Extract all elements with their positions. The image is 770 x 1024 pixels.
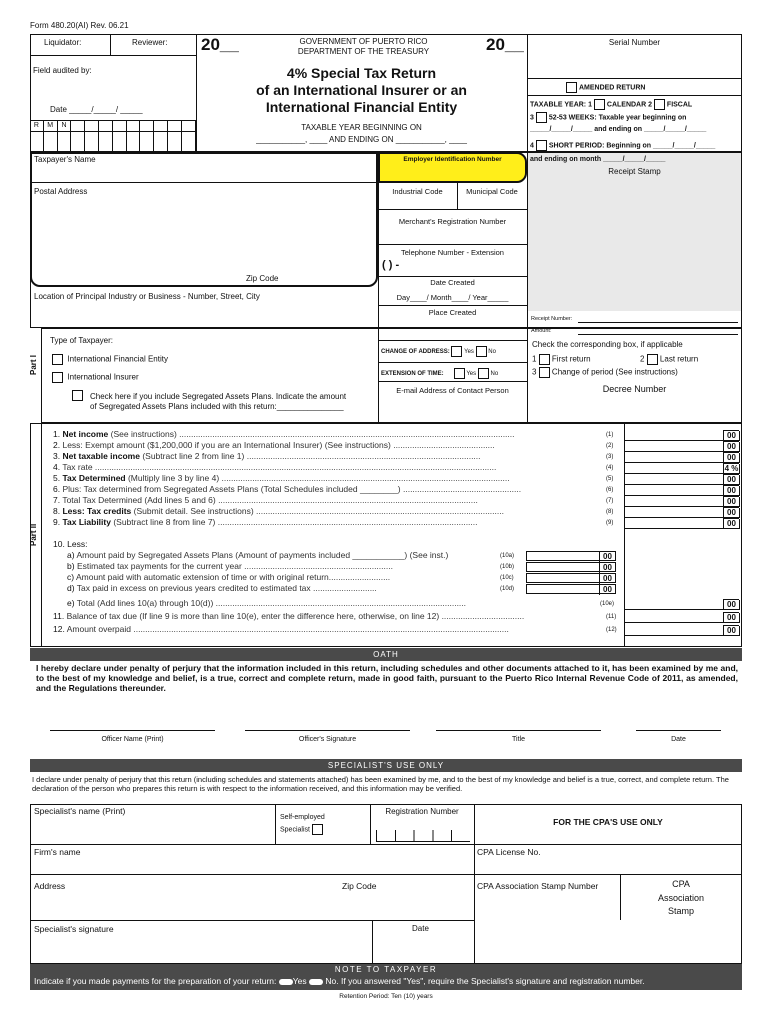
part2-line (53, 474, 603, 483)
line-ref: (10a) (500, 553, 515, 559)
note-title: NOTE TO TAXPAYER (334, 965, 438, 974)
cents-field: 00 (723, 612, 739, 623)
line-number: 1. (53, 430, 61, 439)
amended-checkbox[interactable] (566, 82, 577, 93)
cents-field: 00 (723, 496, 739, 507)
note-text: Indicate if you made payments for the preparation of your return: Yes No. If you answered "Yes", require the Specialist's signature and registration number. (34, 976, 645, 986)
cents-field: 00 (723, 625, 739, 636)
type-of-taxpayer: Type of Taxpayer: (50, 336, 113, 345)
rmn-cell[interactable]: R (30, 120, 44, 152)
weeks-dates[interactable]: _____/_____/_____ and ending on _____/_____/_____ (530, 126, 707, 133)
cents-field: 00 (723, 430, 739, 441)
line-label: Balance of tax due (If line 9 is more than line 10(e), enter the difference here, otherwise, on line 12) ................................... (66, 612, 525, 621)
line-number: 3. (53, 452, 61, 461)
cents-field: 00 (723, 474, 739, 485)
part2-label: Part II (29, 523, 38, 546)
weeks-checkbox[interactable] (536, 112, 547, 123)
line-number: 4. (53, 463, 61, 472)
officer-name-label[interactable]: Officer Name (Print) (101, 736, 164, 743)
amount-field[interactable] (624, 519, 740, 529)
part2-line (67, 562, 603, 571)
cpa-license-label[interactable]: CPA License No. (477, 847, 541, 857)
line-number: 7. (53, 496, 61, 505)
registration-number-label: Registration Number (385, 807, 459, 816)
rmn-cell[interactable] (127, 120, 141, 152)
line-ref: (9) (606, 520, 614, 526)
line-bold-label: Tax Determined (62, 474, 126, 483)
zip-code-label: Zip Code (246, 274, 279, 283)
rmn-cell[interactable] (168, 120, 182, 152)
taxpayer-name-label: Taxpayer's Name (34, 155, 96, 164)
line-number: d) (67, 584, 75, 593)
first-return-option[interactable]: 1 First return (532, 354, 591, 364)
line-label: (Subtract line 2 from line 1) ................................................................................................... (139, 452, 481, 461)
amount-field[interactable] (526, 551, 616, 561)
receipt-stamp-label: Receipt Stamp (608, 167, 661, 176)
rmn-cell[interactable]: M (44, 120, 58, 152)
field-audited-label: Field audited by: (33, 66, 92, 75)
change-period-checkbox[interactable] (539, 367, 550, 378)
line-label: Plus: Tax determined from Segregated Assets Plans (Total Schedules included ________) .................................................. (62, 485, 522, 494)
change-address-row: CHANGE OF ADDRESS: Yes No (381, 346, 496, 357)
part1-label: Part I (29, 354, 38, 375)
cents-field: 00 (723, 485, 739, 496)
municipal-code-label: Municipal Code (466, 187, 518, 196)
line-label: Less: Exempt amount ($1,200,000 if you are an International Insurer) (See instructions) ........................................... (62, 441, 495, 450)
line-ref: (10c) (500, 575, 514, 581)
specialist-band: SPECIALIST'S USE ONLY (30, 759, 742, 772)
line-number: 12. (53, 625, 65, 634)
insurer-option[interactable]: International Insurer (52, 372, 139, 383)
specialist-address-label[interactable]: Address (34, 881, 66, 891)
rmn-cell[interactable] (154, 120, 168, 152)
line-label: (See instructions) .............................................................................................................................................. (108, 430, 515, 439)
gov-line2: DEPARTMENT OF THE TREASURY (297, 47, 430, 56)
cpa-use-only: FOR THE CPA'S USE ONLY (553, 817, 663, 827)
cpa-association-label[interactable]: CPA Association Stamp Number (477, 881, 599, 891)
part2-line (67, 584, 603, 593)
part2-line (67, 551, 603, 560)
rmn-cell[interactable] (182, 120, 196, 152)
location-label[interactable]: Location of Principal Industry or Business - Number, Street, City (34, 292, 260, 301)
line-label: (Subtract line 8 from line 7) .............................................................................................................. (110, 518, 478, 527)
rmn-grid (30, 120, 196, 152)
form-title-2: of an International Insurer or an (256, 82, 467, 98)
cents-field: 00 (599, 562, 615, 573)
fiscal-checkbox[interactable] (654, 99, 665, 110)
self-employed-specialist[interactable]: Specialist (280, 824, 323, 835)
line-label: Tax paid in excess on previous years credited to estimated tax ........................... (76, 584, 377, 593)
specialist-signature-label[interactable]: Specialist's signature (34, 924, 114, 934)
line-label: Amount paid by Segregated Assets Plans (Amount of payments included ___________) (See inst.) (76, 551, 449, 560)
cpa-stamp-1: CPA (672, 879, 690, 889)
segregated-text: Check here if you include Segregated Assets Plans. Indicate the amount (90, 392, 347, 401)
reviewer-label: Reviewer: (132, 38, 168, 47)
short-period-option: 4 SHORT PERIOD: Beginning on _____/_____/_____ (530, 140, 715, 151)
self-employed-checkbox[interactable] (312, 824, 323, 835)
cents-field: 00 (599, 584, 615, 595)
last-return-option[interactable]: 2 Last return (640, 354, 699, 364)
industrial-code-label: Industrial Code (392, 187, 443, 196)
line-number: 5. (53, 474, 61, 483)
line-ref: (7) (606, 498, 614, 504)
form-id: Form 480.20(AI) Rev. 06.21 (30, 21, 129, 30)
taxable-year-begin: TAXABLE YEAR BEGINNING ON (301, 123, 422, 132)
note-yes-option[interactable] (279, 979, 293, 985)
part2-line (53, 485, 603, 494)
part2-line (53, 625, 603, 634)
line-bold-label: Less: Tax credits (62, 507, 132, 516)
part2-line (53, 430, 603, 439)
date-created-label: Date Created (430, 278, 475, 287)
extension-row: EXTENSION OF TIME: Yes No (381, 368, 498, 379)
amount-field[interactable] (624, 600, 740, 610)
amount-field[interactable] (624, 626, 740, 636)
line-ref: (10e) (600, 601, 615, 607)
taxable-year-options: TAXABLE YEAR: 1 CALENDAR 2 FISCAL (530, 99, 692, 110)
receipt-number-label: Receipt Number: (531, 316, 573, 322)
change-address-no[interactable] (476, 346, 487, 357)
line-number: e) (67, 599, 75, 608)
self-employed-label: Self-employed (280, 814, 325, 821)
amount-field[interactable] (526, 584, 616, 594)
line-number: b) (67, 562, 75, 571)
part1-tab (30, 328, 42, 423)
line-ref: (1) (606, 432, 614, 438)
officer-title-label[interactable]: Title (512, 736, 525, 743)
amount-field[interactable] (624, 431, 740, 441)
specialist-date-label[interactable]: Date (412, 924, 429, 933)
line-ref: (4) (606, 465, 614, 471)
check-corresponding: Check the corresponding box, if applicable (532, 340, 683, 349)
amount-field[interactable] (624, 464, 740, 474)
segregated-checkbox[interactable] (72, 390, 83, 401)
weeks-option: 3 52-53 WEEKS: Taxable year beginning on (530, 112, 686, 123)
amount-field[interactable] (624, 497, 740, 507)
officer-date-label[interactable]: Date (671, 736, 686, 743)
firm-name-label[interactable]: Firm's name (34, 847, 81, 857)
amount-field[interactable] (624, 442, 740, 452)
cents-field: 00 (723, 507, 739, 518)
registration-number-boxes[interactable] (376, 830, 470, 842)
line-number: a) (67, 551, 75, 560)
telephone-label: Telephone Number - Extension (401, 248, 504, 257)
merchant-registration-label: Merchant's Registration Number (398, 217, 507, 226)
change-period-option[interactable]: 3 Change of period (See instructions) (532, 367, 678, 377)
line-ref: (3) (606, 454, 614, 460)
line-label: Amount overpaid ............................................................................................................................................................... (66, 625, 509, 634)
calendar-checkbox[interactable] (594, 99, 605, 110)
specialist-zip-label: Zip Code (342, 881, 377, 891)
line-number: 6. (53, 485, 61, 494)
amount-field[interactable] (526, 562, 616, 572)
part2-line (53, 496, 603, 505)
cents-field: 00 (599, 573, 615, 584)
rmn-cell[interactable] (71, 120, 85, 152)
line-label: (Multiply line 3 by line 4) .......................................................................................................................... (125, 474, 510, 483)
line-label: Tax rate .......................................................................................................................................................................... (62, 463, 497, 472)
part2-line (53, 507, 603, 516)
line-bold-label: Tax Liability (62, 518, 111, 527)
line-number: 2. (53, 441, 61, 450)
telephone-format[interactable]: ( ) - (382, 259, 400, 271)
short-period-end[interactable]: and ending on month _____/_____/_____ (530, 156, 666, 163)
decree-number-label[interactable]: Decree Number (602, 384, 667, 394)
part2-line (53, 463, 603, 472)
part2-line (53, 612, 603, 621)
amount-field[interactable] (526, 573, 616, 583)
cpa-stamp-2: Association (657, 893, 705, 903)
line-label: (Submit detail. See instructions) ......................................................................................................... (131, 507, 504, 516)
form-title-1: 4% Special Tax Return (286, 65, 437, 81)
part2-line (67, 599, 603, 608)
cents-field: 00 (723, 599, 739, 610)
amount-field[interactable] (624, 453, 740, 463)
first-return-checkbox[interactable] (539, 354, 550, 365)
cents-field: 00 (723, 518, 739, 529)
part2-line (53, 452, 603, 461)
serial-number-label: Serial Number (608, 38, 661, 47)
amount-field[interactable] (624, 486, 740, 496)
rmn-cell[interactable] (140, 120, 154, 152)
amount-label: Amount: (531, 328, 552, 334)
retention-period: Retention Period: Ten (10) years (339, 993, 433, 1000)
cents-field: 00 (599, 551, 615, 562)
line-number: 9. (53, 518, 61, 527)
place-created-label: Place Created (428, 308, 477, 317)
line-ref: (8) (606, 509, 614, 515)
line-label: Total Tax Determined (Add lines 5 and 6) .............................................................................................................. (62, 496, 478, 505)
rmn-cell[interactable] (99, 120, 113, 152)
line-ref: (6) (606, 487, 614, 493)
taxpayer-box[interactable] (30, 152, 378, 287)
cents-field: 4 % (724, 464, 739, 473)
line-ref: (10b) (500, 564, 515, 570)
extension-no[interactable] (478, 368, 489, 379)
note-no-option[interactable] (309, 979, 323, 985)
part2-line (67, 573, 603, 582)
part2-line (53, 518, 603, 527)
line-ref: (5) (606, 476, 614, 482)
ife-option[interactable]: International Financial Entity (52, 354, 168, 365)
specialist-name-label[interactable]: Specialist's name (Print) (34, 806, 126, 816)
taxable-year-end[interactable]: ___________, ____ AND ENDING ON ___________, ____ (256, 135, 467, 144)
date-line: Date _____/_____/ _____ (50, 105, 143, 114)
line-number: c) (67, 573, 75, 582)
line-ref: (12) (606, 627, 617, 633)
gov-line1: GOVERNMENT OF PUERTO RICO (299, 37, 428, 46)
line-bold-label: Net income (62, 430, 109, 439)
last-return-checkbox[interactable] (647, 354, 658, 365)
cpa-stamp-3: Stamp (667, 906, 694, 916)
date-created-format[interactable]: Day____/ Month____/ Year_____ (396, 293, 509, 302)
specialist-declaration: I declare under penalty of perjury that this return (including schedules and statements attached) has been examined by me, and to the best of my knowledge and belief is a true, correct, and complete return. The declaration of the person who prepares this return is with respect to the information received, and this information may be verified. (32, 775, 729, 793)
amount-field[interactable] (624, 508, 740, 518)
amount-field[interactable] (624, 613, 740, 623)
line-bold-label: Net taxable income (62, 452, 140, 461)
line-number: 11. (53, 612, 65, 621)
rmn-cell[interactable]: N (58, 120, 72, 152)
short-period-checkbox[interactable] (536, 140, 547, 151)
email-label[interactable]: E-mail Address of Contact Person (396, 386, 509, 395)
rmn-cell[interactable] (113, 120, 127, 152)
change-address-yes[interactable] (451, 346, 462, 357)
oath-band: OATH (30, 648, 742, 661)
ife-checkbox[interactable] (52, 354, 63, 365)
line-10-less: 10. Less: (53, 539, 88, 549)
insurer-checkbox[interactable] (52, 372, 63, 383)
line-label: Estimated tax payments for the current year ............................................................... (76, 562, 393, 571)
postal-address-label: Postal Address (34, 187, 88, 196)
amount-field[interactable] (624, 475, 740, 485)
line-ref: (10d) (500, 586, 515, 592)
oath-text: I hereby declare under penalty of perjury that the information included in this return, including schedules and other documents attached to it, has been examined by me and, to the best of my knowledge and belief, is a true, correct and complete return, made in good faith, pursuant to the Puerto Rico Internal Revenue Code of 2011, as amended, and the Regulations thereunder. (36, 663, 738, 693)
line-ref: (11) (606, 614, 617, 620)
cents-field: 00 (723, 441, 739, 452)
officer-signature-label[interactable]: Officer's Signature (298, 736, 357, 743)
line-label: Amount paid with automatic extension of time or with original return.......................... (76, 573, 391, 582)
line-ref: (2) (606, 443, 614, 449)
part2-line (53, 441, 603, 450)
segregated-amount[interactable]: of Segregated Assets Plans included with this return:_______________ (90, 402, 344, 411)
year-right[interactable]: 20__ (486, 35, 524, 54)
liquidator-label: Liquidator: (44, 38, 82, 47)
ein-label: Employer Identification Number (403, 156, 502, 163)
cents-field: 00 (723, 452, 739, 463)
year-left[interactable]: 20__ (201, 35, 239, 54)
line-number: 8. (53, 507, 61, 516)
rmn-cell[interactable] (85, 120, 99, 152)
form-title-3: International Financial Entity (265, 99, 458, 115)
extension-yes[interactable] (454, 368, 465, 379)
line-label: Total (Add lines 10(a) through 10(d)) .......................................................................................................... (76, 599, 467, 608)
amended-return[interactable]: AMENDED RETURN (566, 82, 645, 93)
